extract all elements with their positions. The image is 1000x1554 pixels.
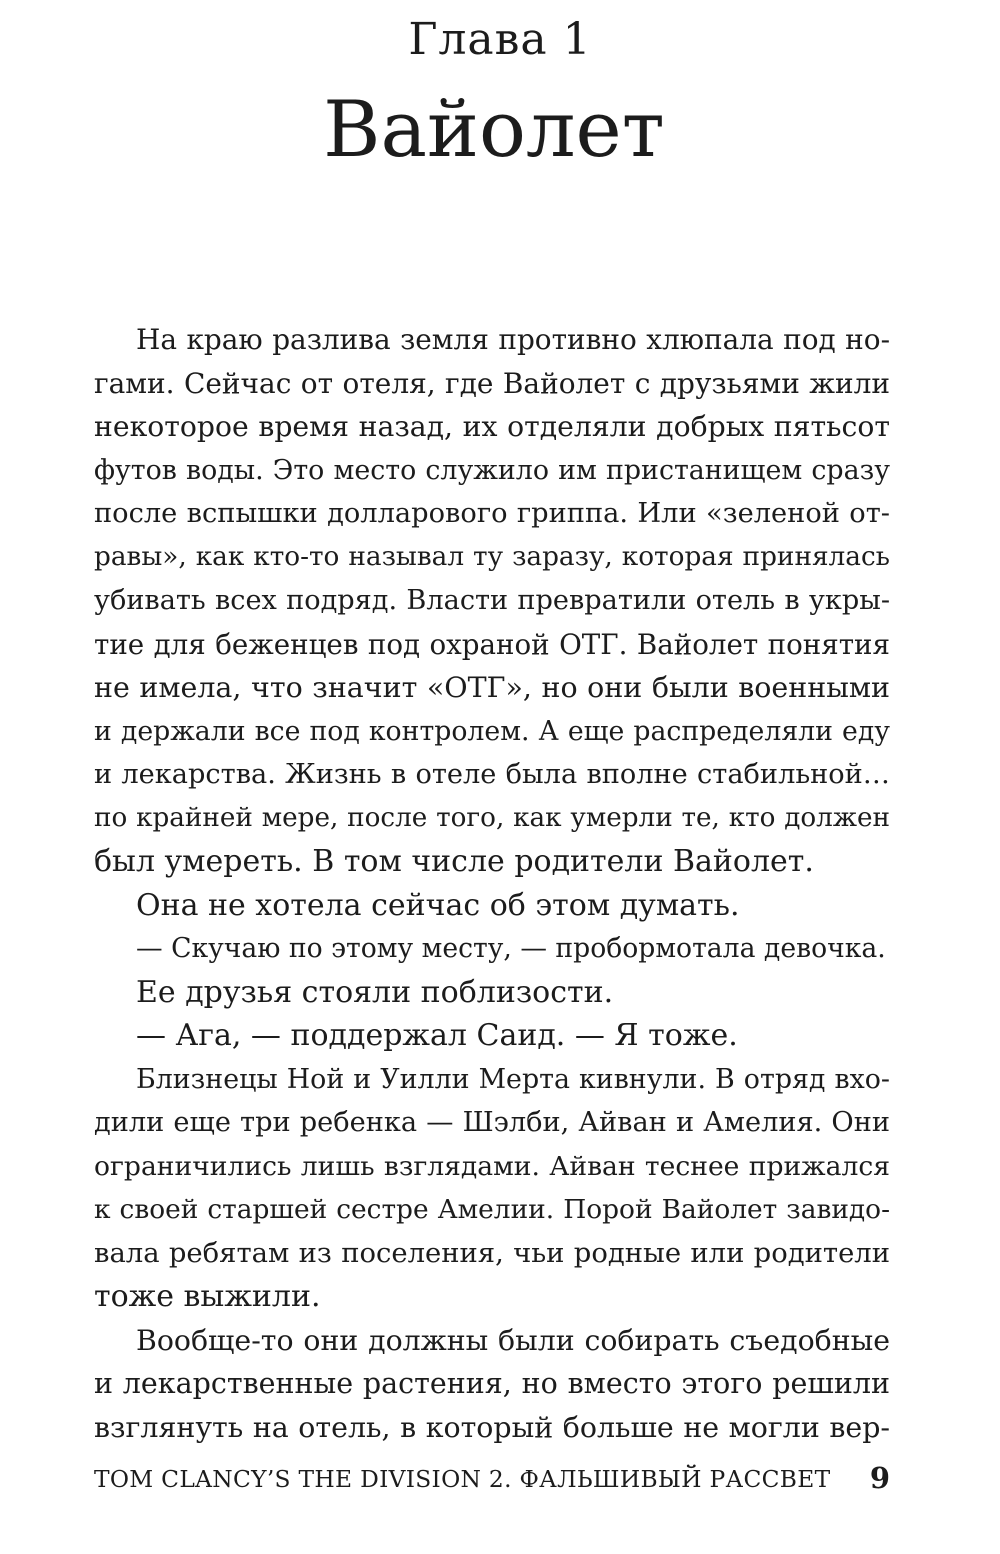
text-line: и держали все под контролем. А еще распределяли еду [94,715,890,747]
text-line: ограничились лишь взглядами. Айван теснее прижался [94,1150,890,1182]
text-line: убивать всех подряд. Власти превратили отель в укры- [94,585,890,616]
text-line: — Ага, — поддержал Саид. — Я тоже. [136,1018,738,1053]
text-line: равы», как кто-то называл ту заразу, которая принялась [94,541,890,572]
text-line: вала ребятам из поселения, чьи родные или родители [94,1237,890,1269]
text-line: Она не хотела сейчас об этом думать. [136,887,740,923]
text-line: дили еще три ребенка — Шэлби, Айван и Амелия. Они [94,1107,890,1138]
text-line: к своей старшей сестре Амелии. Порой Вайолет завидо- [94,1194,890,1225]
chapter-title: Вайолет [323,85,665,175]
text-line: некоторое время назад, их отделяли добрых пятьсот [94,410,890,443]
chapter-body-text [94,318,890,1449]
text-line: гами. Сейчас от отеля, где Вайолет с друзьями жили [94,366,890,400]
text-line: Ее друзья стояли поблизости. [136,974,614,1010]
text-line: и лекарства. Жизнь в отеле была вполне стабильной… [94,759,890,790]
text-line: Близнецы Ной и Уилли Мерта кивнули. В отряд вхо- [136,1063,890,1095]
text-line: На краю разлива земля противно хлюпала под но- [136,323,890,356]
text-line: и лекарственные растения, но вместо этого решили [94,1367,890,1400]
page-number: 9 [869,1461,890,1495]
chapter-number: Глава 1 [408,14,592,65]
running-footer [94,1461,890,1501]
text-line: взглянуть на отель, в который больше не могли вер- [94,1410,890,1444]
text-line: был умереть. В том числе родители Вайолет. [94,844,814,879]
text-line: тоже выжили. [94,1279,321,1314]
text-line: — Скучаю по этому месту, — пробормотала девочка. [136,933,886,964]
text-line: по крайней мере, после того, как умерли те, кто должен [94,802,890,833]
text-line: Вообще-то они должны были собирать съедобные [136,1323,890,1357]
text-line: не имела, что значит «ОТГ», но они были военными [94,671,890,704]
text-line: после вспышки долларового гриппа. Или «зеленой от- [94,498,890,529]
footer-book-title: TOM CLANCY’S THE DIVISION 2. ФАЛЬШИВЫЙ РАССВЕТ [94,1465,831,1493]
text-line: футов воды. Это место служило им пристанищем сразу [94,454,890,486]
text-line: тие для беженцев под охраной ОТГ. Вайолет понятия [94,627,890,661]
